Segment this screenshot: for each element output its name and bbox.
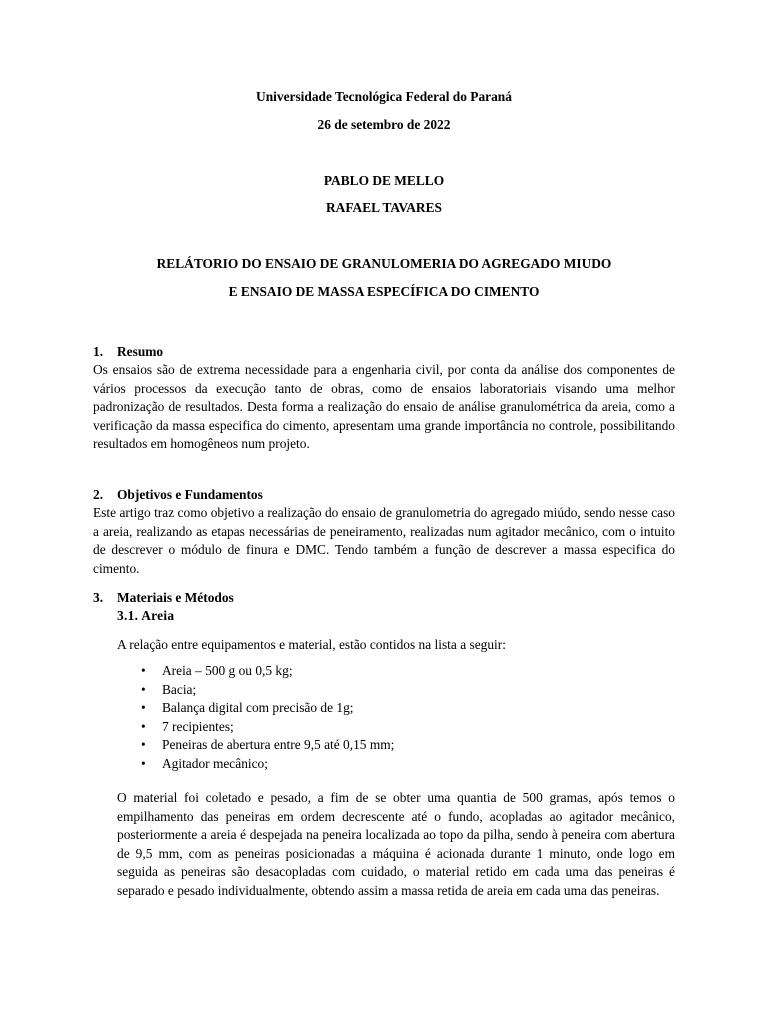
list-item: • 7 recipientes;	[117, 718, 394, 737]
university-name: Universidade Tecnológica Federal do Paraná	[256, 89, 512, 104]
procedure-paragraph: O material foi coletado e pesado, a fim de se obter uma quantia de 500 gramas, após temos o empilhamento das peneiras em ordem decrescente até o fundo, acopladas ao agitador mecânico, posteriormente a areia é despejada na peneira localizada ao topo da pilha, sendo à peneira com abertura de 9,5 mm, com as peneiras posicionadas a máquina é acionada durante 1 minuto, onde logo em seguida as peneiras são desacopladas com cuidado, o material retido em cada uma das peneiras é separado e pesado individualmente, obtendo assim a massa retida de areia em cada uma das peneiras.	[117, 790, 675, 898]
list-item: • Bacia;	[117, 681, 394, 700]
bullet-icon: •	[141, 737, 146, 753]
section-title: Resumo	[117, 344, 164, 359]
bullet-icon: •	[141, 681, 146, 697]
section-title: Materiais e Métodos	[117, 590, 234, 605]
list-item: • Agitador mecânico;	[117, 755, 394, 774]
author-1: PABLO DE MELLO	[323, 173, 445, 188]
list-item: • Balança digital com precisão de 1g;	[117, 699, 394, 718]
subsection-heading-areia: 3.1. Areia	[117, 608, 175, 623]
list-item: • Areia – 500 g ou 0,5 kg;	[117, 662, 394, 681]
bullet-icon: •	[141, 663, 146, 678]
section-title: Objetivos e Fundamentos	[117, 487, 263, 502]
section-number: 1.	[93, 344, 104, 359]
report-title-line-1: RELÁTORIO DO ENSAIO DE GRANULOMERIA DO AGREGADO MIUDO	[156, 256, 612, 271]
section-heading-resumo	[93, 343, 163, 362]
section-number: 3.	[93, 590, 104, 605]
report-title-line-2: E ENSAIO DE MASSA ESPECÍFICA DO CIMENTO	[228, 284, 540, 299]
bullet-icon: •	[141, 700, 146, 716]
list-item: • Peneiras de abertura entre 9,5 até 0,15 mm;	[117, 736, 394, 755]
bullet-icon: •	[141, 755, 146, 771]
objetivos-paragraph: Este artigo traz como objetivo a realização do ensaio de granulometria do agregado miúdo, sendo nesse caso a areia, realizando as etapas necessárias de peneiramento, realizadas num agitador mecânico, com o intuito de descrever o módulo de finura e DMC. Tendo também a função de descrever a massa especifica do cimento.	[93, 505, 675, 576]
author-2: RAFAEL TAVARES	[326, 200, 442, 215]
materials-intro: A relação entre equipamentos e material, estão contidos na lista a seguir:	[117, 637, 506, 652]
report-date: 26 de setembro de 2022	[317, 117, 451, 132]
section-heading-materiais	[93, 589, 234, 608]
resumo-paragraph: Os ensaios são de extrema necessidade para a engenharia civil, por conta da análise dos componentes de vários processos da execução tanto de obras, como de ensaios laboratoriais visando uma melhor padronização de resultados. Desta forma a realização do ensaio de análise granulométrica da areia, como a verificação da massa especifica do cimento, apresentam uma grande importância no controle, possibilitando resultados em homogêneos num projeto.	[93, 362, 675, 452]
materials-list	[117, 662, 394, 774]
section-number: 2.	[93, 487, 104, 502]
section-heading-objetivos	[93, 486, 263, 505]
bullet-icon: •	[141, 718, 146, 734]
